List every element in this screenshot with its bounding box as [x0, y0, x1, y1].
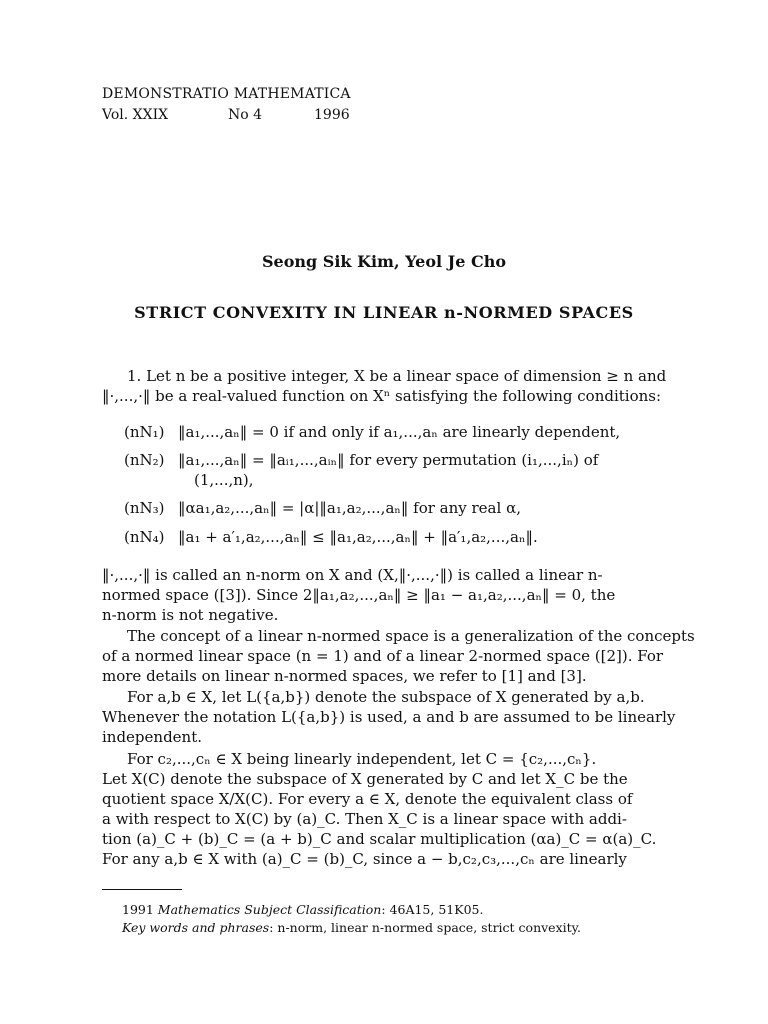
body-line: of a normed linear space (n = 1) and of a linear 2-normed space ([2]). For [102, 647, 664, 665]
body-line: For c₂,...,cₙ ∈ X being linearly independent, let C = {c₂,...,cₙ}. [127, 750, 597, 768]
condition-label: (nN₁) [124, 423, 165, 441]
year: 1996 [314, 107, 350, 123]
condition-label: (nN₂) [124, 451, 165, 469]
journal-name: DEMONSTRATIO MATHEMATICA [102, 86, 351, 102]
body-line: ‖·,...,·‖ be a real-valued function on Xⁿ satisfying the following conditions: [102, 387, 662, 405]
body-line: Let X(C) denote the subspace of X generated by C and let X_C be the [102, 770, 628, 788]
footnote-msc [122, 902, 483, 917]
keywords-value: : n-norm, linear n-normed space, strict convexity. [269, 920, 582, 935]
paper-title: STRICT CONVEXITY IN LINEAR n-NORMED SPACES [134, 303, 634, 322]
condition-text: ‖a₁ + a′₁,a₂,...,aₙ‖ ≤ ‖a₁,a₂,...,aₙ‖ + ‖a′₁,a₂,...,aₙ‖. [178, 528, 538, 546]
keywords-label: Key words and phrases [122, 920, 270, 935]
condition-text: (1,...,n), [194, 471, 254, 489]
body-line: tion (a)_C + (b)_C = (a + b)_C and scalar multiplication (αa)_C = α(a)_C. [102, 830, 657, 848]
msc-value: : 46A15, 51K05. [381, 902, 484, 917]
body-line: quotient space X/X(C). For every a ∈ X, denote the equivalent class of [102, 790, 633, 808]
condition-text: ‖a₁,...,aₙ‖ = ‖aᵢ₁,...,aᵢₙ‖ for every permutation (i₁,...,iₙ) of [178, 451, 599, 469]
body-line: independent. [102, 728, 203, 746]
body-line: The concept of a linear n-normed space is a generalization of the concepts [127, 627, 695, 645]
volume: Vol. XXIX [102, 107, 169, 123]
issue-number: No 4 [228, 107, 263, 123]
condition-label: (nN₃) [124, 499, 165, 517]
body-line: more details on linear n-normed spaces, we refer to [1] and [3]. [102, 667, 587, 685]
body-line: Whenever the notation L({a,b}) is used, a and b are assumed to be linearly [102, 708, 676, 726]
body-line: 1. Let n be a positive integer, X be a linear space of dimension ≥ n and [127, 367, 667, 385]
authors: Seong Sik Kim, Yeol Je Cho [261, 252, 507, 271]
msc-label: Mathematics Subject Classification [157, 902, 382, 917]
condition-label: (nN₄) [124, 528, 165, 546]
body-line: ‖·,...,·‖ is called an n-norm on X and (X,‖·,...,·‖) is called a linear n- [102, 566, 603, 584]
footnote-rule [102, 889, 182, 890]
condition-text: ‖a₁,...,aₙ‖ = 0 if and only if a₁,...,aₙ are linearly dependent, [178, 423, 621, 441]
condition-text: ‖αa₁,a₂,...,aₙ‖ = |α|‖a₁,a₂,...,aₙ‖ for any real α, [178, 499, 521, 517]
body-line: normed space ([3]). Since 2‖a₁,a₂,...,aₙ‖ ≥ ‖a₁ − a₁,a₂,...,aₙ‖ = 0, the [102, 586, 616, 604]
body-line: n-norm is not negative. [102, 606, 279, 624]
body-line: For any a,b ∈ X with (a)_C = (b)_C, since a − b,c₂,c₃,...,cₙ are linearly [102, 850, 627, 868]
body-line: For a,b ∈ X, let L({a,b}) denote the subspace of X generated by a,b. [127, 688, 645, 706]
msc-year: 1991 [122, 902, 154, 917]
body-line: a with respect to X(C) by (a)_C. Then X_C is a linear space with addi- [102, 810, 627, 828]
footnote-keywords [122, 920, 581, 935]
